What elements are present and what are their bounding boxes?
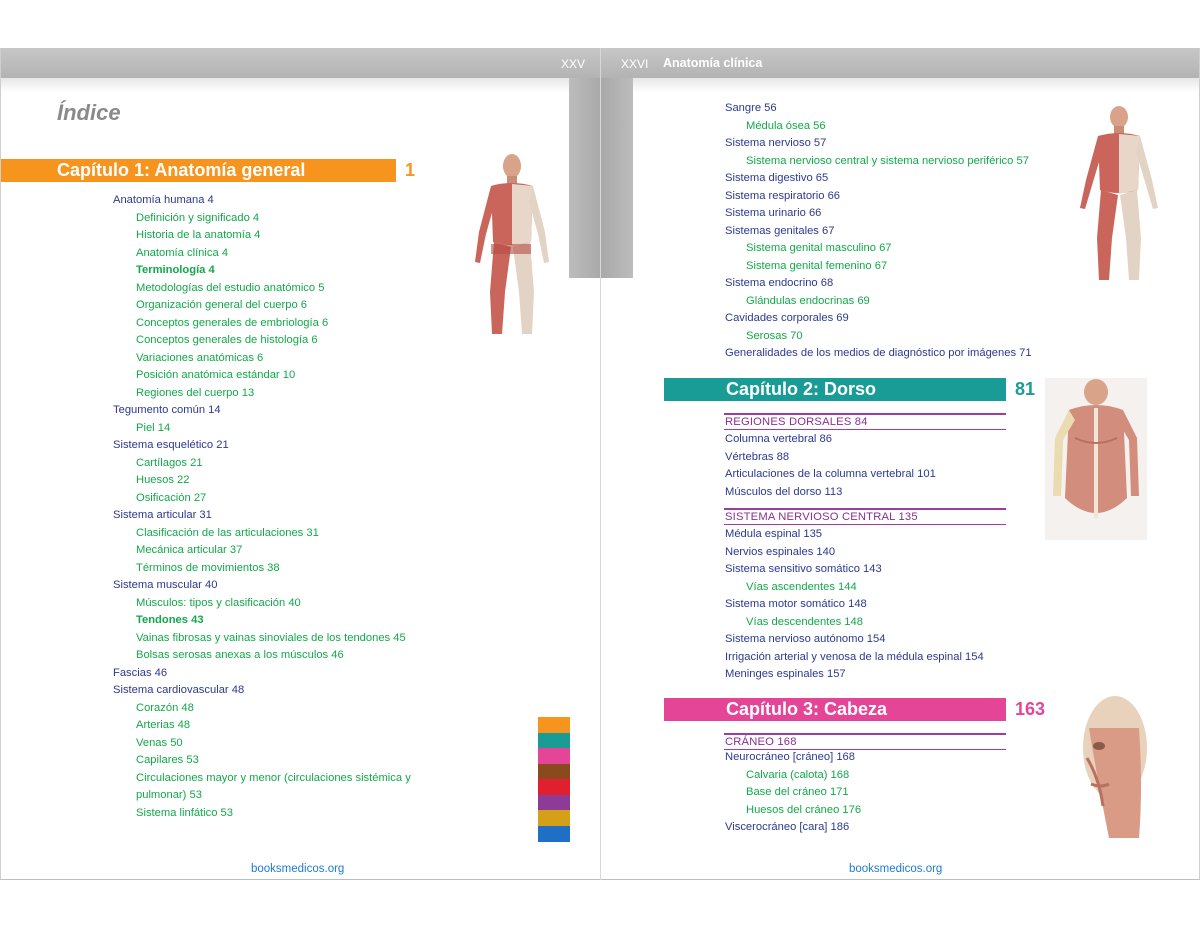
toc-subentry[interactable]: Definición y significado 4 xyxy=(136,211,260,224)
toc-subentry[interactable]: Vías descendentes 148 xyxy=(746,615,863,628)
toc-subentry[interactable]: Sistema nervioso central y sistema nervioso periférico 57 xyxy=(746,154,1029,167)
toc-entry[interactable]: Meninges espinales 157 xyxy=(725,668,846,680)
toc-entry[interactable]: Sistema muscular 40 xyxy=(113,579,218,591)
toc-subentry[interactable]: Cartílagos 21 xyxy=(136,456,203,469)
chapter-color-tab[interactable] xyxy=(538,717,570,733)
back-anatomy-figure xyxy=(1045,378,1147,540)
toc-entry[interactable]: Sangre 56 xyxy=(725,102,777,114)
toc-entry[interactable]: Sistema digestivo 65 xyxy=(725,172,829,184)
right-header-bar xyxy=(601,48,1200,78)
chapter-3-page: 163 xyxy=(1015,699,1046,719)
footer-link-left[interactable]: booksmedicos.org xyxy=(251,863,345,875)
chapter-color-tab[interactable] xyxy=(538,779,570,795)
toc-subentry[interactable]: Terminología 4 xyxy=(136,264,215,276)
toc-entry[interactable]: Sistema endocrino 68 xyxy=(725,277,834,289)
toc-entry[interactable]: Sistema articular 31 xyxy=(113,509,212,521)
toc-entry[interactable]: Columna vertebral 86 xyxy=(725,433,832,445)
toc-entry[interactable]: Sistema nervioso 57 xyxy=(725,137,827,149)
toc-subentry[interactable]: Sistema genital femenino 67 xyxy=(746,259,888,272)
toc-entry[interactable]: Nervios espinales 140 xyxy=(725,545,836,558)
toc-subentry[interactable]: Calvaria (calota) 168 xyxy=(746,768,850,781)
left-page xyxy=(0,48,600,880)
toc-subentry[interactable]: Circulaciones mayor y menor (circulaciones sistémica y xyxy=(136,771,411,784)
toc-subentry[interactable]: Sistema genital masculino 67 xyxy=(746,242,892,254)
toc-subentry[interactable]: Piel 14 xyxy=(136,421,171,434)
page-number-left: XXV xyxy=(560,57,585,71)
toc-subentry[interactable]: Organización general del cuerpo 6 xyxy=(136,299,308,311)
toc-subentry[interactable]: Conceptos generales de embriología 6 xyxy=(136,316,329,329)
toc-entry[interactable]: Vértebras 88 xyxy=(725,450,790,463)
chapter-color-tab[interactable] xyxy=(538,795,570,811)
toc-entry[interactable]: Médula espinal 135 xyxy=(725,528,823,540)
chapter-3-title: Capítulo 3: Cabeza xyxy=(726,699,888,719)
toc-entry[interactable]: Sistema respiratorio 66 xyxy=(725,189,841,202)
toc-subentry[interactable]: Huesos del cráneo 176 xyxy=(746,803,862,816)
left-header-fade xyxy=(1,78,569,92)
toc-subentry[interactable]: Regiones del cuerpo 13 xyxy=(136,386,255,399)
chapter-1-page: 1 xyxy=(405,160,416,180)
toc-entry[interactable]: Neurocráneo [cráneo] 168 xyxy=(725,751,855,763)
section-header-sistema-nervioso-central: SISTEMA NERVIOSO CENTRAL 135 xyxy=(724,508,1006,525)
body-figure-icon xyxy=(1076,104,1162,284)
toc-entry[interactable]: Irrigación arterial y venosa de la médula espinal 154 xyxy=(725,650,984,663)
page-title: Índice xyxy=(57,100,121,125)
toc-subentry[interactable]: Músculos: tipos y clasificación 40 xyxy=(136,596,301,609)
toc-entry[interactable]: Cavidades corporales 69 xyxy=(725,312,849,324)
toc-subentry[interactable]: Sistema linfático 53 xyxy=(136,806,234,819)
toc-entry[interactable]: Sistema urinario 66 xyxy=(725,207,822,219)
chapter-color-tab[interactable] xyxy=(538,764,570,780)
toc-entry[interactable]: Sistema cardiovascular 48 xyxy=(113,684,245,696)
toc-subentry[interactable]: Tendones 43 xyxy=(136,614,204,626)
toc-subentry[interactable]: Bolsas serosas anexas a los músculos 46 xyxy=(136,649,344,661)
toc-subentry[interactable]: Mecánica articular 37 xyxy=(136,544,243,556)
right-header-tab xyxy=(601,78,633,278)
toc-entry[interactable]: Sistema sensitivo somático 143 xyxy=(725,563,882,575)
toc-subentry[interactable]: pulmonar) 53 xyxy=(136,789,202,801)
toc-entry[interactable]: Sistema esquelético 21 xyxy=(113,439,229,451)
toc-subentry[interactable]: Venas 50 xyxy=(136,736,183,749)
toc-entry[interactable]: Sistemas genitales 67 xyxy=(725,224,835,237)
toc-subentry[interactable]: Huesos 22 xyxy=(136,474,190,486)
toc-subentry[interactable]: Posición anatómica estándar 10 xyxy=(136,369,296,381)
toc-subentry[interactable]: Conceptos generales de histología 6 xyxy=(136,334,318,346)
section-header-regiones-dorsales: REGIONES DORSALES 84 xyxy=(724,413,1006,430)
toc-subentry[interactable]: Osificación 27 xyxy=(136,491,207,504)
toc-subentry[interactable]: Historia de la anatomía 4 xyxy=(136,229,261,241)
right-header-fade xyxy=(633,78,1200,92)
chapter-color-tab[interactable] xyxy=(538,733,570,749)
chapter-color-tab[interactable] xyxy=(538,748,570,764)
toc-entry[interactable]: Fascias 46 xyxy=(113,666,168,679)
chapter-2-title: Capítulo 2: Dorso xyxy=(726,379,877,399)
chapter-2-page: 81 xyxy=(1015,379,1036,399)
chapter-1-title: Capítulo 1: Anatomía general xyxy=(57,160,306,180)
toc-entry[interactable]: Viscerocráneo [cara] 186 xyxy=(725,821,850,833)
toc-subentry[interactable]: Serosas 70 xyxy=(746,329,803,342)
toc-entry[interactable]: Sistema motor somático 148 xyxy=(725,598,867,610)
toc-entry[interactable]: Anatomía humana 4 xyxy=(113,194,214,206)
toc-subentry[interactable]: Capilares 53 xyxy=(136,754,199,766)
toc-subentry[interactable]: Vías ascendentes 144 xyxy=(746,580,857,593)
chapter-color-tab[interactable] xyxy=(538,826,570,842)
head-shape xyxy=(503,154,521,178)
chapter-1-banner[interactable] xyxy=(1,159,396,182)
chapter-color-tab[interactable] xyxy=(538,810,570,826)
section-header-craneo: CRÁNEO 168 xyxy=(724,733,1006,750)
running-title: Anatomía clínica xyxy=(663,56,763,70)
toc-subentry[interactable]: Arterias 48 xyxy=(136,719,191,731)
left-header-tab xyxy=(569,78,600,278)
toc-entry[interactable]: Músculos del dorso 113 xyxy=(725,485,843,498)
right-page xyxy=(601,48,1200,880)
toc-subentry[interactable]: Variaciones anatómicas 6 xyxy=(136,351,264,364)
toc-subentry[interactable]: Base del cráneo 171 xyxy=(746,786,849,798)
page-number-right: XXVI xyxy=(621,57,649,71)
toc-entry[interactable]: Tegumento común 14 xyxy=(113,404,221,416)
toc-subentry[interactable]: Términos de movimientos 38 xyxy=(136,561,280,574)
toc-subentry[interactable]: Vainas fibrosas y vainas sinoviales de los tendones 45 xyxy=(136,631,406,644)
chapter-3-banner[interactable] xyxy=(664,698,1006,721)
toc-subentry[interactable]: Anatomía clínica 4 xyxy=(136,246,229,259)
toc-entry[interactable]: Articulaciones de la columna vertebral 101 xyxy=(725,468,936,480)
full-body-anatomy-figure xyxy=(469,152,555,342)
chapter-2-banner[interactable] xyxy=(664,378,1006,401)
toc-subentry[interactable]: Glándulas endocrinas 69 xyxy=(746,294,870,307)
toc-subentry[interactable]: Clasificación de las articulaciones 31 xyxy=(136,526,319,539)
toc-subentry[interactable]: Médula ósea 56 xyxy=(746,119,826,132)
head-anatomy-figure xyxy=(1069,688,1149,848)
toc-entry[interactable]: Generalidades de los medios de diagnóstico por imágenes 71 xyxy=(725,347,1032,359)
left-header-bar xyxy=(1,48,600,78)
toc-subentry[interactable]: Corazón 48 xyxy=(136,701,194,714)
toc-entry[interactable]: Sistema nervioso autónomo 154 xyxy=(725,633,886,645)
toc-subentry[interactable]: Metodologías del estudio anatómico 5 xyxy=(136,281,325,294)
footer-link-right[interactable]: booksmedicos.org xyxy=(849,863,943,875)
